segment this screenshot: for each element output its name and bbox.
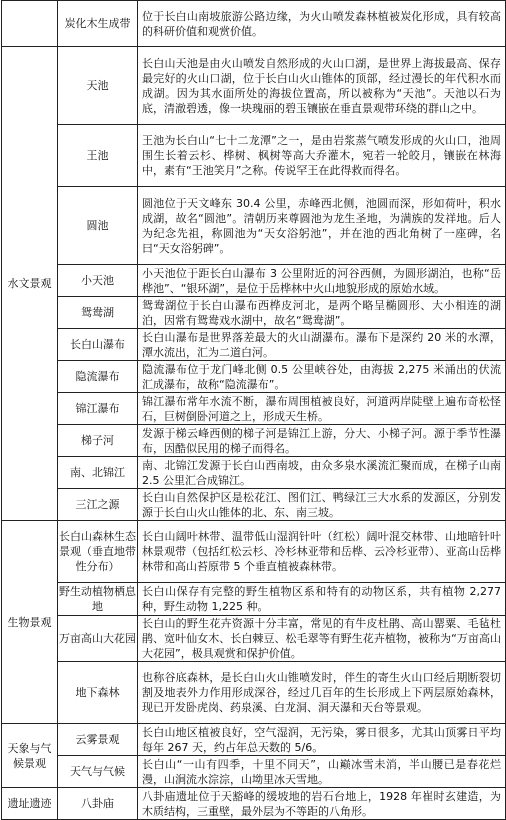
table-row — [2, 724, 506, 756]
name-cell: 锦江瀑布 — [58, 393, 138, 425]
name-cell: 天气与气候 — [58, 756, 138, 788]
table-row — [2, 583, 506, 616]
name-cell: 云雾景观 — [58, 724, 138, 756]
name-cell: 梯子河 — [58, 425, 138, 457]
category-cell: 天象与气候景观 — [2, 724, 58, 788]
description-cell: 鸳鸯湖位于长白山瀑布西桦皮河北，是两个略呈椭圆形、大小相连的湖泊，因常有鸳鸯戏水湖中，故名“鸳鸯湖”。 — [138, 297, 506, 329]
table-row — [2, 393, 506, 425]
table-row — [2, 425, 506, 457]
name-cell: 野生动植物栖息地 — [58, 583, 138, 616]
name-cell: 八卦庙 — [58, 788, 138, 820]
name-cell: 鸳鸯湖 — [58, 297, 138, 329]
table-row — [2, 187, 506, 265]
name-cell: 三江之源 — [58, 489, 138, 521]
table-row — [2, 489, 506, 521]
description-cell: 长白山阔叶林带、温带低山湿润针叶（红松）阔叶混交林带、山地暗针叶林景观带（包括红松云杉、冷杉林亚带和岳桦、云冷杉亚带）、亚高山岳桦林带和高山苔原带 5 个垂直植被森林带。 — [138, 521, 506, 583]
name-cell: 王池 — [58, 125, 138, 187]
table-row — [2, 361, 506, 393]
description-cell: 也称谷底森林，是长白山火山锥喷发时，伴生的寄生火山口经后期断裂切割及地表外力作用形成深谷，经过几百年的生长形成上下两层原始森林，现已开发卧虎岗、药泉溪、白龙洞、洞天瀑和天台等景观。 — [138, 662, 506, 724]
name-cell: 南、北锦江 — [58, 457, 138, 489]
name-cell: 小天池 — [58, 265, 138, 297]
description-cell: 南、北锦江发源于长白山西南坡，由众多泉水溪流汇聚而成，在梯子山南 2.5 公里汇合成锦江。 — [138, 457, 506, 489]
table-row — [2, 329, 506, 361]
description-cell: 小天池位于距长白山瀑布 3 公里附近的河谷西侧，为圆形湖泊，也称“岳桦池”、“银环湖”，是位于岳桦林中火山地貌形成的原始水域。 — [138, 265, 506, 297]
description-cell: 隐流瀑布位于龙门峰北侧 0.5 公里峡谷处，由海拔 2,275 米涌出的伏流汇成瀑布，故称“隐流瀑布”。 — [138, 361, 506, 393]
name-cell: 长白山森林生态景观（垂直地带性分布） — [58, 521, 138, 583]
category-cell: 水文景观 — [2, 47, 58, 521]
category-cell: 遗址遗迹 — [2, 788, 58, 820]
scenic-table — [1, 0, 506, 820]
description-cell: 长白山地区植被良好，空气湿润，无污染，雾日很多，尤其山顶雾日平均每年 267 天，约占年总天数的 5/6。 — [138, 724, 506, 756]
description-cell: 圆池位于天文峰东 30.4 公里，赤峰西北侧，池圆而深，形如荷叶，积水成湖，故名“圆池”。清朝历来尊圆池为龙生圣地，为满族的发祥地。后人为纪念先祖，称圆池为“天女浴躬池”，并在池的西北角树了一座碑，名曰“天女浴躬碑”。 — [138, 187, 506, 265]
description-cell: 八卦庙遗址位于天豁峰的缓坡地的岩石台地上，1928 年崔时玄建造，为木质结构，三重壁，最外层为不等距的八角形。 — [138, 788, 506, 820]
description-cell: 位于长白山南坡旅游公路边缘，为火山喷发森林植被炭化形成，具有较高的科研价值和观赏价值。 — [138, 1, 506, 47]
table-row — [2, 521, 506, 583]
name-cell: 炭化木生成带 — [58, 1, 138, 47]
name-cell: 圆池 — [58, 187, 138, 265]
name-cell: 天池 — [58, 47, 138, 125]
table-row — [2, 788, 506, 820]
category-cell — [2, 1, 58, 47]
table-row — [2, 616, 506, 662]
description-cell: 发源于梯云峰西侧的梯子河是锦江上游，分大、小梯子河。源于季节性瀑布，因酷似民用的梯子而得名。 — [138, 425, 506, 457]
name-cell: 地下森林 — [58, 662, 138, 724]
name-cell: 隐流瀑布 — [58, 361, 138, 393]
description-cell: 长白山“一山有四季，十里不同天”，山巅冰雪未消，半山腰已是春花烂漫，山涧流水淙淙，山坳里冰天雪地。 — [138, 756, 506, 788]
description-cell: 锦江瀑布常年水流不断，瀑布周围植被良好，河道两岸陡壁上遍布奇松怪石，巨树倒卧河道之上，形成天生桥。 — [138, 393, 506, 425]
table-row — [2, 1, 506, 47]
category-cell: 生物景观 — [2, 521, 58, 724]
description-cell: 长白山天池是由火山喷发自然形成的火山口湖，是世界上海拔最高、保存最完好的火山口湖，位于长白山火山锥体的顶部，经过漫长的年代积水而成湖。因为其水面所处的海拔位置高，所以被称为“天池”。天池以石为底，清澈碧透，像一块瑰丽的碧玉镶嵌在垂直景观带环绕的群山之中。 — [138, 47, 506, 125]
table-row — [2, 265, 506, 297]
description-cell: 长白山瀑布是世界落差最大的火山湖瀑布。瀑布下是深约 20 米的水潭，潭水流出，汇为二道白河。 — [138, 329, 506, 361]
description-cell: 长白山的野生花卉资源十分丰富，常见的有牛皮杜鹃、高山罂粟、毛毡杜鹃、宽叶仙女木、长白棘豆、松毛翠等有野生花卉植物，被称为“万亩高山大花园”，极具观赏和保护价值。 — [138, 616, 506, 662]
table-row — [2, 457, 506, 489]
name-cell: 长白山瀑布 — [58, 329, 138, 361]
table-row — [2, 47, 506, 125]
description-cell: 长白山保存有完整的野生植物区系和特有的动物区系，共有植物 2,277 种，野生动物 1,225 种。 — [138, 583, 506, 616]
description-cell: 长白山自然保护区是松花江、图们江、鸭绿江三大水系的发源区，分别发源于长白山火山锥体的北、东、南三坡。 — [138, 489, 506, 521]
table-row — [2, 297, 506, 329]
description-cell: 王池为长白山“七十二龙潭”之一，是由岩浆蒸气喷发形成的火山口，池周围生长着云杉、桦树、枫树等高大乔灌木，宛若一轮皎月，镶嵌在林海中，素有“王池笑月”之称。传说罕王在此得救而得名。 — [138, 125, 506, 187]
table-row — [2, 125, 506, 187]
table-row — [2, 756, 506, 788]
table-row — [2, 662, 506, 724]
name-cell: 万亩高山大花园 — [58, 616, 138, 662]
